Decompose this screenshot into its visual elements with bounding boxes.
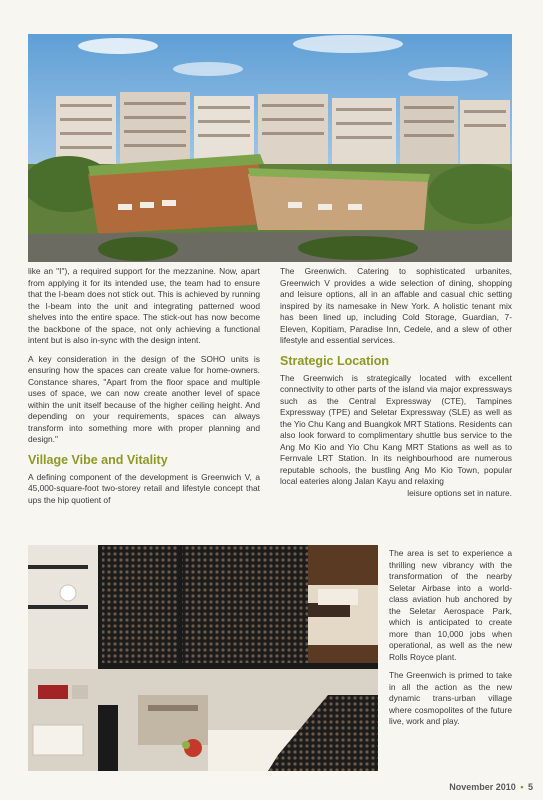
paragraph: The Greenwich. Catering to sophisticated urbanites, Greenwich V provides a wide selection of dining, shopping and leisure options, all in an affable and casual chic setting inspired by its namesake in New York. A holistic tenant mix has been lined up, including Cold Storage, Guardian, 7-Eleven, Kopitiam, Paradise Inn, Cedele, and a slew of other lifestyle and essential services. <box>280 266 512 345</box>
article-right-column <box>280 266 512 499</box>
paragraph: A key consideration in the design of the SOHO units is ensuring how the spaces can create value for home-owners. Constance shares, "Apart from the floor space and multiple uses of space, we can now create another level of space within the unit itself because of the higher ceiling height. And depending on your requirements, spaces can always transform into something more with proper planning and design." <box>28 353 260 444</box>
hero-rendering-image <box>28 34 512 262</box>
paragraph: The Greenwich is primed to take in all the action as the new dynamic trans-urban village where cosmopolites of the future live, work and play. <box>389 670 512 726</box>
article-left-column <box>28 266 260 513</box>
page-footer <box>449 782 533 792</box>
paragraph: like an "I"), a required support for the mezzanine. Now, apart from applying it for its intended use, the team had to ensure that the I-beam does not stick out. This is achieved by running the I-beam into the unit and integrating patterned wood shelves into the entire space. The stick-out has now become the backbone of the space, not only achieving a functional intent but is also in-sync with the design intent. <box>28 266 260 345</box>
page-number: 5 <box>527 782 533 792</box>
issue-date: November 2010 <box>449 782 516 792</box>
article-narrow-column <box>389 548 512 735</box>
paragraph-end-line: leisure options set in nature. <box>407 487 512 498</box>
interior-photo-image <box>28 545 378 771</box>
footer-separator: • <box>520 782 524 792</box>
section-heading: Village Vibe and Vitality <box>28 452 168 467</box>
paragraph: The area is set to experience a thrilling new vibrancy with the transformation of the nearby Seletar Airbase into a world-class aviation hub anchored by the Seletar Aerospace Park, which is anticipated to create more than 10,000 jobs when operational, as well as the new Rolls Royce plant. <box>389 548 512 662</box>
paragraph: The Greenwich is strategically located with excellent connectivity to other parts of the island via major expressways such as the Central Expressway (CTE), Tampines Expressway (TPE) and Seletar Expressway (SLE) as well as the Yio Chu Kang and Buangkok MRT Stations. Residents can also look forward to complimentary shuttle bus service to the Ang Mo Kio and Yio Chu Kang MRT Stations as well as to Fernvale LRT Station. In its neighbourhood are numerous reputable schools, the bustling Ang Mo Kio Town, popular local eateries along Jalan Kayu and relaxing <box>280 372 512 486</box>
paragraph: A defining component of the development is Greenwich V, a 45,000-square-foot two-storey retail and lifestyle concept that ups the hip quotient of <box>28 471 260 505</box>
section-heading: Strategic Location <box>280 353 390 368</box>
